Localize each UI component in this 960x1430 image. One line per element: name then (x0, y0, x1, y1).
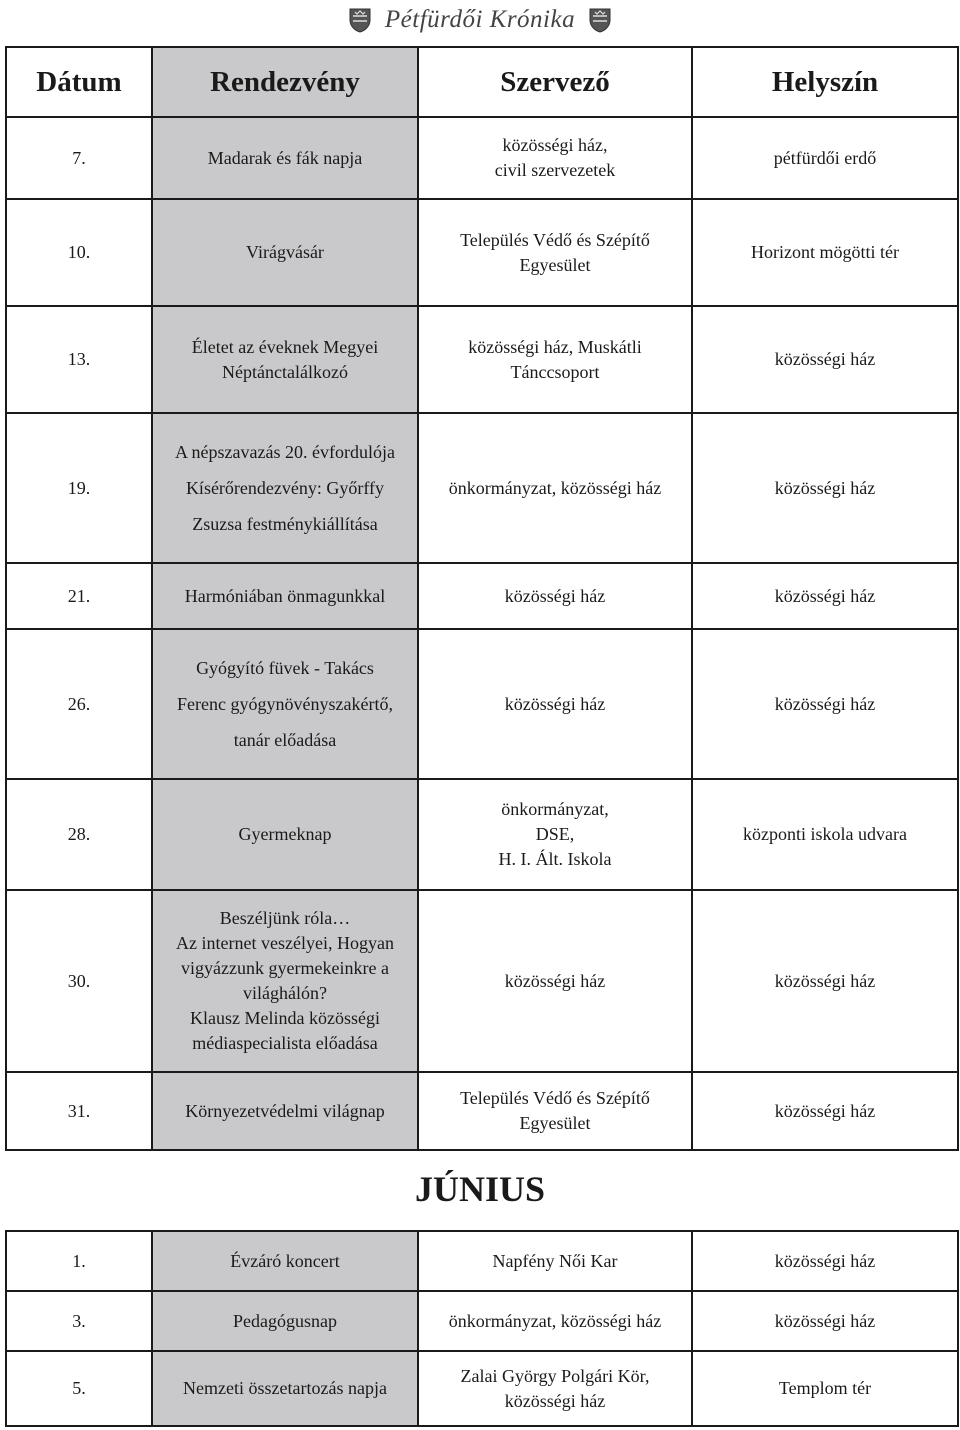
event-text-line: Beszéljünk róla… (219, 908, 351, 928)
organizer-text-line: önkormányzat, közösségi ház (448, 477, 662, 498)
event-text-line: Környezetvédelmi világnap (185, 1100, 385, 1121)
organizer-text-line: Egyesület (519, 1113, 591, 1133)
organizer-text-line: önkormányzat, közösségi ház (448, 1310, 662, 1331)
may-events-table (5, 46, 959, 1151)
june-events-body (6, 1231, 958, 1426)
organizer-cell (418, 1072, 692, 1150)
event-text-line: Ferenc gyógynövényszakértő, (177, 694, 393, 714)
event-cell (152, 1072, 418, 1150)
organizer-text-line: Tánccsoport (510, 361, 600, 382)
masthead (0, 0, 960, 40)
event-cell (152, 117, 418, 199)
event-text-line: világhálón? (243, 983, 327, 1003)
organizer-text-line: Település Védő és Szépítő (460, 229, 650, 250)
event-text-line: Gyógyító füvek - Takács (196, 658, 374, 678)
coat-of-arms-icon (349, 7, 371, 33)
table-row (6, 1291, 958, 1351)
date-cell: 26. (6, 629, 152, 779)
organizer-text-line: önkormányzat, (501, 799, 609, 819)
place-cell: közösségi ház (692, 890, 958, 1072)
place-cell: közösségi ház (692, 1072, 958, 1150)
table-row (6, 413, 958, 563)
organizer-text-line: közösségi ház, Muskátli (468, 336, 642, 357)
column-header-date: Dátum (6, 47, 152, 117)
event-cell (152, 629, 418, 779)
may-events-body (6, 117, 958, 1150)
date-cell: 21. (6, 563, 152, 629)
date-cell: 31. (6, 1072, 152, 1150)
place-cell: pétfürdői erdő (692, 117, 958, 199)
date-cell: 7. (6, 117, 152, 199)
event-cell (152, 890, 418, 1072)
place-cell: közösségi ház (692, 1291, 958, 1351)
organizer-cell (418, 563, 692, 629)
event-cell (152, 413, 418, 563)
event-text-line: A népszavazás 20. évfordulója (175, 442, 395, 462)
date-cell: 10. (6, 199, 152, 306)
organizer-cell (418, 1231, 692, 1291)
organizer-cell (418, 629, 692, 779)
organizer-text-line: Zalai György Polgári Kör, (460, 1365, 650, 1386)
table-row (6, 117, 958, 199)
column-header-event: Rendezvény (152, 47, 418, 117)
column-header-organizer: Szervező (418, 47, 692, 117)
event-text-line: Zsuzsa festménykiállítása (192, 514, 378, 534)
event-text-line: Az internet veszélyei, Hogyan (176, 933, 394, 953)
place-cell: Templom tér (692, 1351, 958, 1426)
table-row (6, 890, 958, 1072)
organizer-text-line: közösségi ház (504, 970, 606, 991)
organizer-cell (418, 1291, 692, 1351)
place-cell: közösségi ház (692, 306, 958, 413)
place-cell: közösségi ház (692, 629, 958, 779)
coat-of-arms-icon (589, 7, 611, 33)
event-cell (152, 1231, 418, 1291)
place-cell: közösségi ház (692, 563, 958, 629)
table-row (6, 1072, 958, 1150)
organizer-cell (418, 890, 692, 1072)
event-text-line: Néptánctalálkozó (222, 361, 348, 382)
event-text-line: Kísérőrendezvény: Győrffy (185, 478, 385, 498)
event-text-line: vigyázzunk gyermekeinkre a (181, 958, 389, 978)
date-cell: 19. (6, 413, 152, 563)
event-text-line: Gyermeknap (238, 824, 332, 844)
date-cell: 30. (6, 890, 152, 1072)
event-text-line: Madarak és fák napja (207, 147, 363, 168)
event-text-line: Nemzeti összetartozás napja (183, 1378, 387, 1398)
organizer-cell (418, 306, 692, 413)
table-row (6, 779, 958, 890)
organizer-text-line: Település Védő és Szépítő (460, 1088, 650, 1108)
event-text-line: Virágvásár (246, 242, 324, 262)
date-cell: 28. (6, 779, 152, 890)
event-text-line: Harmóniában önmagunkkal (184, 585, 386, 606)
event-cell (152, 1351, 418, 1426)
organizer-text-line: Napfény Női Kar (492, 1250, 618, 1271)
column-header-place: Helyszín (692, 47, 958, 117)
table-row (6, 629, 958, 779)
month-heading: JÚNIUS (414, 1169, 546, 1209)
organizer-cell (418, 779, 692, 890)
date-cell: 3. (6, 1291, 152, 1351)
organizer-text-line: H. I. Ált. Iskola (498, 849, 612, 869)
publication-title: Pétfürdői Krónika (384, 6, 576, 33)
june-events-table (5, 1230, 959, 1427)
organizer-cell (418, 117, 692, 199)
organizer-cell (418, 413, 692, 563)
date-cell: 5. (6, 1351, 152, 1426)
place-cell: Horizont mögötti tér (692, 199, 958, 306)
organizer-text-line: Egyesület (519, 254, 591, 275)
organizer-text-line: közösségi ház (504, 585, 606, 606)
table-row (6, 1351, 958, 1426)
table-row (6, 563, 958, 629)
event-text-line: Klausz Melinda közösségi (190, 1008, 380, 1028)
place-cell: közösségi ház (692, 1231, 958, 1291)
table-header-row (6, 47, 958, 117)
date-cell: 1. (6, 1231, 152, 1291)
event-cell (152, 563, 418, 629)
event-cell (152, 199, 418, 306)
table-row (6, 1231, 958, 1291)
place-cell: központi iskola udvara (692, 779, 958, 890)
organizer-cell (418, 1351, 692, 1426)
event-cell (152, 1291, 418, 1351)
organizer-text-line: közösségi ház (504, 693, 606, 714)
place-cell: közösségi ház (692, 413, 958, 563)
table-row (6, 306, 958, 413)
event-text-line: Életet az éveknek Megyei (191, 336, 379, 357)
organizer-text-line: közösségi ház, (502, 135, 608, 155)
table-row (6, 199, 958, 306)
event-text-line: Pedagógusnap (233, 1310, 337, 1331)
organizer-text-line: DSE, (535, 824, 575, 844)
organizer-cell (418, 199, 692, 306)
event-text-line: tanár előadása (233, 730, 337, 750)
event-cell (152, 306, 418, 413)
organizer-text-line: közösségi ház (504, 1390, 606, 1411)
date-cell: 13. (6, 306, 152, 413)
event-text-line: médiaspecialista előadása (192, 1033, 378, 1053)
event-text-line: Évzáró koncert (230, 1250, 340, 1271)
organizer-text-line: civil szervezetek (494, 160, 616, 180)
event-cell (152, 779, 418, 890)
